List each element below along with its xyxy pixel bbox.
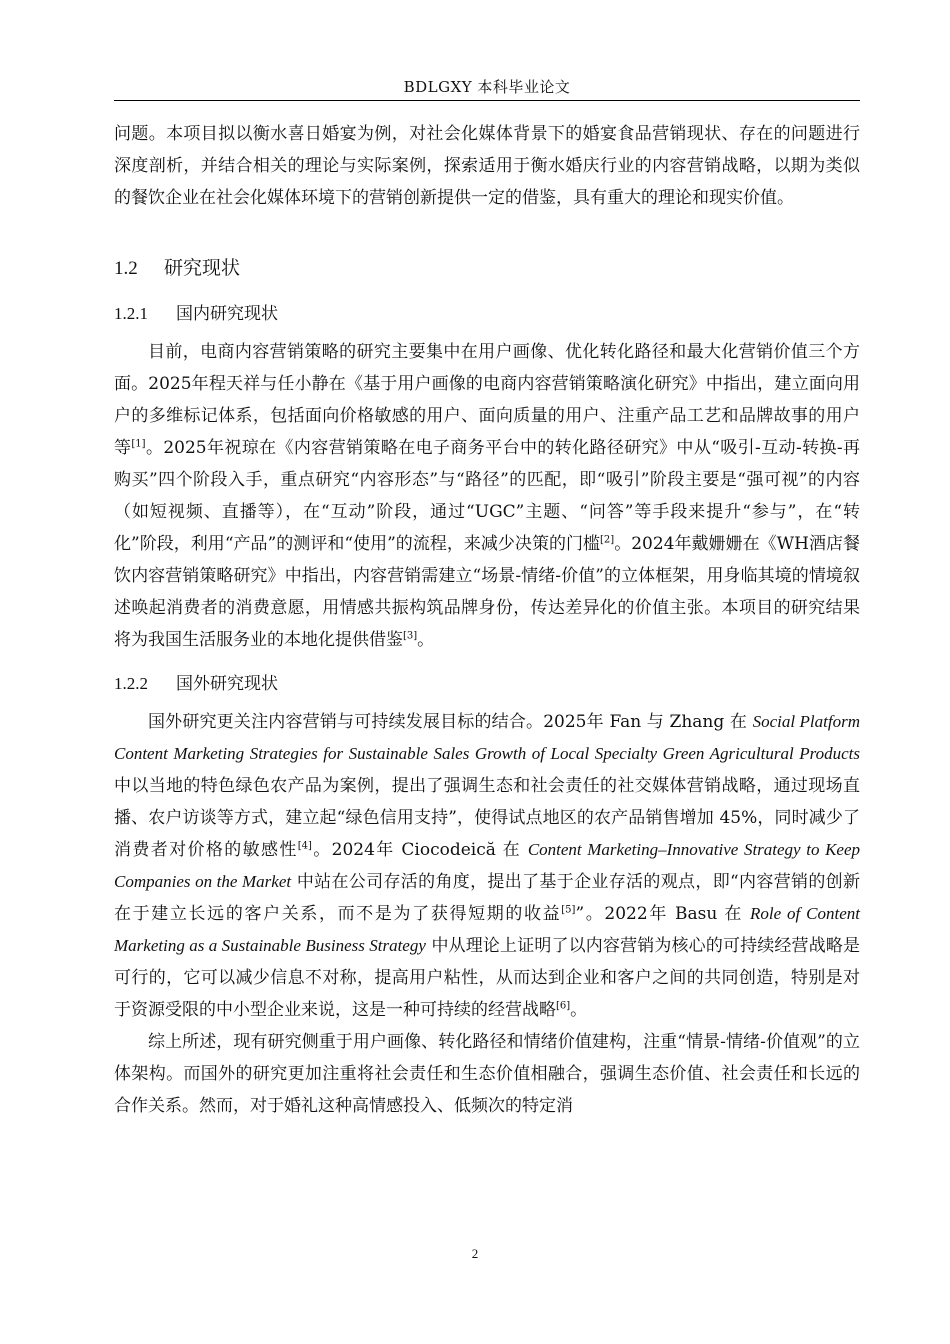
subsection-title: 国外研究现状 xyxy=(176,674,278,694)
subsection-heading-foreign xyxy=(114,666,860,702)
subsection-number: 1.2.2 xyxy=(114,674,148,693)
page-content xyxy=(114,118,860,1122)
intro-paragraph: 问题。本项目拟以衡水喜日婚宴为例，对社会化媒体背景下的婚宴食品营销现状、存在的问题进行深度剖析，并结合相关的理论与实际案例，探索适用于衡水婚庆行业的内容营销战略，以期为类似的餐饮企业在社会化媒体环境下的营销创新提供一定的借鉴，具有重大的理论和现实价值。 xyxy=(114,124,860,208)
paper-title-2: Content Marketing–Innovative Strategy to Keep Companies on the Market xyxy=(114,840,860,891)
citation-3: [3] xyxy=(403,630,418,642)
domestic-text-3: 。2024年戴姗姗在《WH酒店餐饮内容营销策略研究》中指出，内容营销需建立“场景-情绪-价值”的立体框架，用身临其境的情境叙述唤起消费者的消费意愿，用情感共振构筑品牌身份，传达差异化的价值主张。本项目的研究结果将为我国生活服务业的本地化提供借鉴 xyxy=(114,534,860,650)
foreign-paragraph xyxy=(114,706,860,1026)
page-header: BDLGXY 本科毕业论文 xyxy=(403,78,571,96)
foreign-text-3: 。2024年 Ciocodeică 在 xyxy=(311,840,528,860)
foreign-text-2: 中以当地的特色绿色农产品为案例，提出了强调生态和社会责任的社交媒体营销战略，通过现场直播、农户访谈等方式，建立起“绿色信用支持”，使得试点地区的农产品销售增加 45%，同时减少了消费者对价格的敏感性 xyxy=(114,776,860,860)
foreign-text-7: 。 xyxy=(570,1000,588,1020)
section-title: 研究现状 xyxy=(164,257,241,279)
foreign-text-5: ”。2022年 Basu 在 xyxy=(575,904,751,924)
citation-2: [2] xyxy=(600,534,615,546)
domestic-text-2: 。2025年祝琼在《内容营销策略在电子商务平台中的转化路径研究》中从“吸引-互动-转换-再购买”四个阶段入手，重点研究“内容形态”与“路径”的匹配，即“吸引”阶段主要是“强可视”的内容（如短视频、直播等），在“互动”阶段，通过“UGC”主题、“问答”等手段来提升“参与”，在“转化”阶段，利用“产品”的测评和“使用”的流程，来减少决策的门槛 xyxy=(114,438,861,554)
paper-title-3: Role of Content Marketing as a Sustainable Business Strategy xyxy=(114,904,860,955)
domestic-paragraph xyxy=(114,336,860,656)
summary-paragraph: 综上所述，现有研究侧重于用户画像、转化路径和情绪价值建构，注重“情景-情绪-价值观”的立体架构。而国外的研究更加注重将社会责任和生态价值相融合，强调生态价值、社会责任和长远的合作关系。然而，对于婚礼这种高情感投入、低频次的特定消 xyxy=(114,1032,860,1116)
citation-5: [5] xyxy=(561,904,576,916)
citation-1: [1] xyxy=(131,438,146,450)
page-number: 2 xyxy=(471,1246,479,1261)
domestic-text-4: 。 xyxy=(417,630,435,650)
section-heading xyxy=(114,246,860,290)
citation-6: [6] xyxy=(556,1000,571,1012)
citation-4: [4] xyxy=(297,840,312,852)
domestic-text-1: 目前，电商内容营销策略的研究主要集中在用户画像、优化转化路径和最大化营销价值三个方面。2025年程天祥与任小静在《基于用户画像的电商内容营销策略演化研究》中指出，建立面向用户的多维标记体系，包括面向价格敏感的用户、面向质量的用户、注重产品工艺和品牌故事的用户等 xyxy=(114,342,860,458)
section-number: 1.2 xyxy=(114,258,138,279)
foreign-text-4: 中站在公司存活的角度，提出了基于企业存活的观点，即“内容营销的创新在于建立长远的客户关系，而不是为了获得短期的收益 xyxy=(114,872,861,924)
subsection-heading-domestic xyxy=(114,296,860,332)
foreign-text-1: 国外研究更关注内容营销与可持续发展目标的结合。2025年 Fan 与 Zhang 在 xyxy=(148,712,753,732)
header-rule xyxy=(114,100,860,101)
foreign-text-6: 中从理论上证明了以内容营销为核心的可持续经营战略是可行的，它可以减少信息不对称，提高用户粘性，从而达到企业和客户之间的共同创造，特别是对于资源受限的中小型企业来说，这是一种可持续的经营战略 xyxy=(114,936,860,1020)
subsection-title: 国内研究现状 xyxy=(176,304,278,324)
paper-title-1: Social Platform Content Marketing Strategies for Sustainable Sales Growth of Local Specialty Green Agricultural Products xyxy=(114,712,860,763)
subsection-number: 1.2.1 xyxy=(114,304,148,323)
